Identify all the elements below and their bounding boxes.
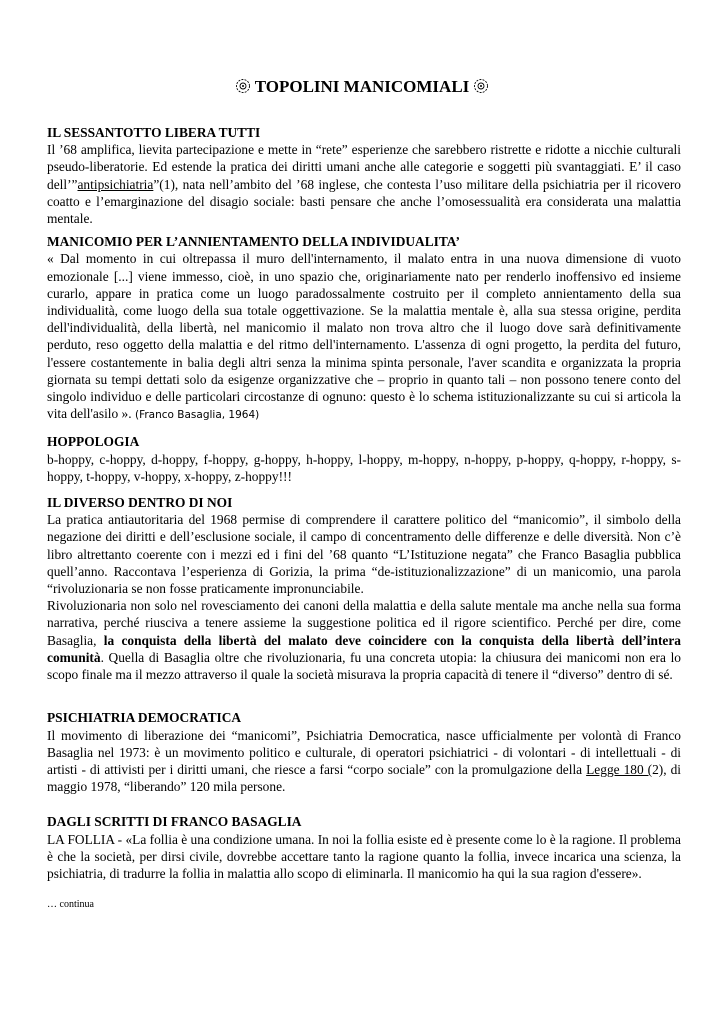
section-paragraph: La pratica antiautoritaria del 1968 permise di comprendere il carattere politico del “manicomio”, il simbolo della negazione dei diritti e dell’esclusione sociale, il campo di concentramento delle differenze e delle diversità. Non c’è libro altrettanto coerente con i mezzi ed i fini del ’68 quanto “L’Istituzione negata” che Franco Basaglia pubblica quell’anno. Raccontava l’esperienza di Gorizia, la prima “de-istituzionalizzazione” di un manicomio, una parola “rivoluzionaria se non fosse praticamente impronunciabile. <box>47 512 681 597</box>
bold-quote: la conquista della libertà del malato deve coincidere con la conquista della libertà dell’intera comunità <box>47 632 681 665</box>
section-psichiatria <box>47 709 681 795</box>
page-title <box>0 76 724 98</box>
section-scritti <box>47 813 681 882</box>
citation: (Franco Basaglia, 1964) <box>134 409 260 422</box>
section-heading: DAGLI SCRITTI DI FRANCO BASAGLIA <box>47 814 302 830</box>
section-diverso <box>47 494 681 683</box>
flower-ornament-icon <box>473 78 489 94</box>
flower-ornament-icon <box>235 78 251 94</box>
section-manicomio <box>47 233 681 424</box>
article-body <box>47 124 681 913</box>
section-heading: MANICOMIO PER L’ANNIENTAMENTO DELLA INDIVIDUALITA’ <box>47 234 460 250</box>
section-paragraph: Il ’68 amplifica, lievita partecipazione e mette in “rete” esperienze che sarebbero ristrette e ridotte a nicchie culturali pseudo-liberatorie. Ed estende la pratica dei diritti umani anche alle categorie e soggetti più svantaggiati. E’ il caso dell’”antipsichiatria”(1), nata nell’ambito del ’68 inglese, che contesta l’uso militare della psichiatria per il ricovero coatto e l’emarginazione del disagio sociale: basti pensare che anche l’omosessualità era considerata una malattia mentale. <box>47 142 681 227</box>
section-paragraph: « Dal momento in cui oltrepassa il muro dell'internamento, il malato entra in una nuova dimensione di vuoto emozionale [...] viene immesso, cioè, in uno spazio che, originariamente nato per renderlo inoffensivo ed insieme curarlo, appare in pratica come un luogo paradossalmente costruito per il completo annientamento della sua individualità, come luogo della sua totale oggettivazione. Se la malattia mentale è, alla sua stessa origine, perdita dell'individualità, della libertà, nel manicomio il malato non trova altro che il luogo dove sarà definitivamente perduto, reso oggetto della malattia e del ritmo dell'internamento. L'assenza di ogni progetto, la perdita del futuro, l'essere costantemente in balia degli altri senza la minima spinta personale, l'aver scandita e organizzata la propria giornata su tempi dettati solo da esigenze organizzative che – proprio in quanto tali – non possono tenere conto del singolo individuo e delle particolari circostanze di ognuno: questo è lo schema istituzionalizzante su cui si articola la vita dell'asilo ». (Franco Basaglia, 1964) <box>47 251 681 422</box>
section-paragraph: b-hoppy, c-hoppy, d-hoppy, f-hoppy, g-hoppy, h-hoppy, l-hoppy, m-hoppy, n-hoppy, p-hoppy, q-hoppy, r-hoppy, s-hoppy, t-hoppy, v-hoppy, x-hoppy, z-hoppy!!! <box>47 451 681 484</box>
section-heading: PSICHIATRIA DEMOCRATICA <box>47 710 242 726</box>
section-heading: IL SESSANTOTTO LIBERA TUTTI <box>47 125 261 140</box>
section-hoppologia <box>47 433 681 485</box>
section-paragraph: Il movimento di liberazione dei “manicomi”, Psichiatria Democratica, nasce ufficialmente per volontà di Franco Basaglia nel 1973: è un movimento politico e culturale, di operatori psichiatrici - di volontari - di intellettuali - di artisti - di attivisti per i diritti umani, che riesce a farsi “corpo sociale” con la promulgazione della Legge 180 (2), di maggio 1978, “liberando” 120 mila persone. <box>47 727 682 795</box>
section-heading: IL DIVERSO DENTRO DI NOI <box>47 495 233 511</box>
antipsichiatria-link[interactable]: antipsichiatria <box>77 176 154 192</box>
section-paragraph: Rivoluzionaria non solo nel rovesciamento dei canoni della malattia e della salute mentale ma anche nella sua forma narrativa, perché riusciva a tenere assieme la suggestione politica ed il rigore scientifico. Perché per dire, come Basaglia, la conquista della libertà del malato deve coincidere con la conquista della libertà dell’intera comunità. Quella di Basaglia oltre che rivoluzionaria, fu una concreta utopia: la chiusura dei manicomi non era lo scopo finale ma il mezzo attraverso il quale la società misurava la propria capacità di tenere il “diverso” dentro di sé. <box>47 598 681 683</box>
section-sessantotto <box>47 124 681 227</box>
section-paragraph: LA FOLLIA - «La follia è una condizione umana. In noi la follia esiste ed è presente come lo è la ragione. Il problema è che la società, per dirsi civile, dovrebbe accettare tanto la ragione quanto la follia, invece incarica una scienza, la psichiatria, di tradurre la follia in malattia allo scopo di eliminarla. Il manicomio ha qui la sua ragion d'essere». <box>47 831 681 881</box>
section-heading: HOPPOLOGIA <box>47 434 140 450</box>
legge-180-link[interactable]: Legge 180 ( <box>586 761 653 777</box>
continue-note: … continua <box>47 899 94 911</box>
title-text: TOPOLINI MANICOMIALI <box>254 77 470 96</box>
